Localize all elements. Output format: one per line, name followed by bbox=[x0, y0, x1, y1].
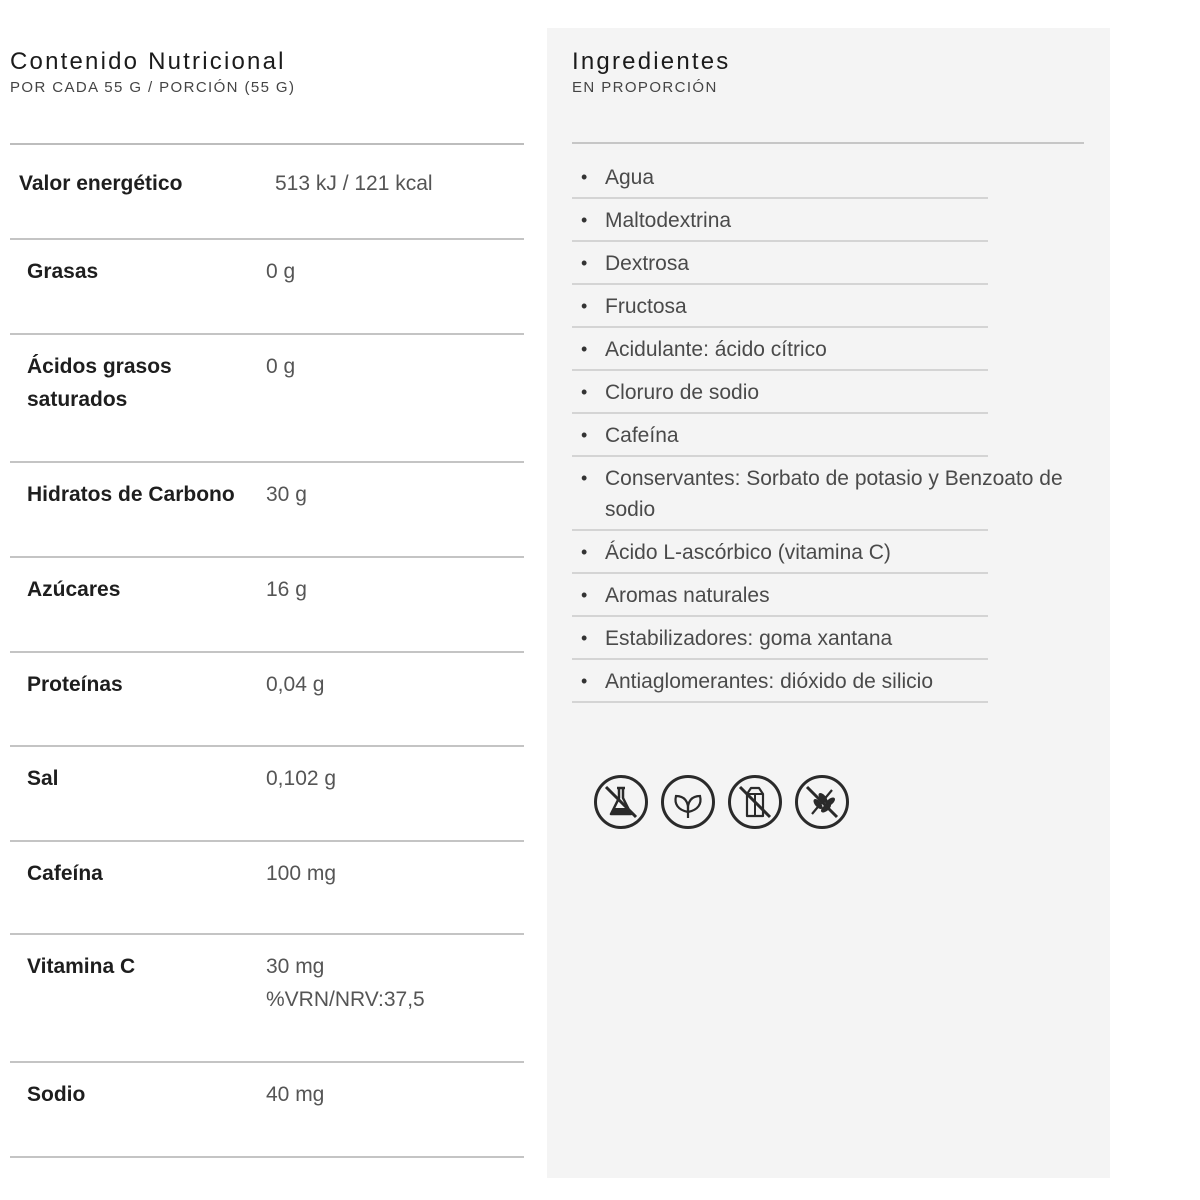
ingredients-section bbox=[547, 28, 1110, 1178]
bullet-icon: • bbox=[581, 296, 588, 316]
ingredient-label: Conservantes: Sorbato de potasio y Benzoato de sodio bbox=[605, 467, 1063, 521]
nutrition-row bbox=[10, 145, 524, 240]
nutrition-title: Contenido Nutricional bbox=[10, 48, 286, 75]
ingredients-header bbox=[572, 48, 731, 96]
nutrient-value: 0,04 g bbox=[266, 673, 325, 696]
no-lab-flask-icon bbox=[594, 775, 648, 829]
nutrient-name: Hidratos de Carbono bbox=[27, 483, 235, 506]
bullet-icon: • bbox=[581, 167, 588, 187]
bullet-icon: • bbox=[581, 425, 588, 445]
nutrient-name: Azúcares bbox=[27, 578, 121, 601]
ingredient-item bbox=[572, 242, 1092, 285]
bullet-icon: • bbox=[581, 210, 588, 230]
badge-icons bbox=[594, 775, 849, 829]
nutrition-row bbox=[10, 653, 524, 747]
nutrition-row bbox=[10, 558, 524, 653]
ingredient-label: Aromas naturales bbox=[605, 584, 770, 607]
nutrient-value: 513 kJ / 121 kcal bbox=[275, 172, 433, 195]
bullet-icon: • bbox=[581, 671, 588, 691]
ingredient-label: Acidulante: ácido cítrico bbox=[605, 338, 827, 361]
nutrient-value-secondary: %VRN/NRV:37,5 bbox=[266, 988, 425, 1011]
nutrient-value: 0 g bbox=[266, 355, 296, 378]
nutrition-row bbox=[10, 335, 524, 463]
ingredients-list bbox=[572, 156, 1092, 703]
nutrient-name: Ácidos grasos saturados bbox=[27, 355, 172, 411]
nutrition-table bbox=[10, 143, 524, 1158]
ingredient-item bbox=[572, 574, 1092, 617]
ingredient-label: Ácido L-ascórbico (vitamina C) bbox=[605, 541, 891, 564]
nutrition-row bbox=[10, 1063, 524, 1158]
ingredient-item bbox=[572, 156, 1092, 199]
nutrient-value-group bbox=[266, 950, 425, 1061]
nutrient-name: Grasas bbox=[27, 260, 99, 283]
nutrition-row bbox=[10, 463, 524, 558]
bullet-icon: • bbox=[581, 253, 588, 273]
nutrient-name: Sal bbox=[27, 767, 59, 790]
ingredient-item bbox=[572, 414, 1092, 457]
ingredient-label: Cafeína bbox=[605, 424, 679, 447]
nutrient-value: 16 g bbox=[266, 578, 307, 601]
ingredient-item bbox=[572, 285, 1092, 328]
nutrient-value: 100 mg bbox=[266, 862, 337, 885]
nutrient-value: 0,102 g bbox=[266, 767, 337, 790]
vegan-leaf-icon bbox=[661, 775, 715, 829]
no-lactose-milk-icon bbox=[728, 775, 782, 829]
nutrient-name: Cafeína bbox=[27, 862, 103, 885]
bullet-icon: • bbox=[581, 339, 588, 359]
ingredient-item bbox=[572, 371, 1092, 414]
nutrition-subtitle: POR CADA 55 G / PORCIÓN (55 G) bbox=[10, 79, 296, 96]
nutrient-name: Valor energético bbox=[19, 172, 183, 195]
nutrient-value: 30 mg bbox=[266, 955, 325, 978]
ingredient-item bbox=[572, 531, 1092, 574]
ingredient-label: Dextrosa bbox=[605, 252, 690, 275]
divider bbox=[572, 142, 1084, 144]
bullet-icon: • bbox=[581, 542, 588, 562]
nutrient-name: Vitamina C bbox=[27, 955, 136, 978]
nutrient-value: 30 g bbox=[266, 483, 307, 506]
gluten-free-wheat-icon bbox=[795, 775, 849, 829]
ingredient-item bbox=[572, 457, 1092, 531]
ingredient-item bbox=[572, 328, 1092, 371]
ingredient-label: Agua bbox=[605, 166, 655, 189]
ingredient-item bbox=[572, 660, 1092, 703]
ingredient-label: Maltodextrina bbox=[605, 209, 732, 232]
ingredient-item bbox=[572, 617, 1092, 660]
ingredient-label: Fructosa bbox=[605, 295, 687, 318]
nutrition-section bbox=[10, 48, 524, 1106]
nutrition-row bbox=[10, 747, 524, 842]
bullet-icon: • bbox=[581, 628, 588, 648]
ingredient-label: Antiaglomerantes: dióxido de silicio bbox=[605, 670, 934, 693]
bullet-icon: • bbox=[581, 585, 588, 605]
nutrient-value: 40 mg bbox=[266, 1083, 325, 1106]
ingredient-label: Cloruro de sodio bbox=[605, 381, 760, 404]
nutrition-row bbox=[10, 240, 524, 335]
ingredients-subtitle: EN PROPORCIÓN bbox=[572, 79, 718, 96]
nutrient-name: Proteínas bbox=[27, 673, 123, 696]
bullet-icon: • bbox=[581, 468, 588, 488]
nutrition-row bbox=[10, 935, 524, 1063]
ingredient-label: Estabilizadores: goma xantana bbox=[605, 627, 893, 650]
nutrition-row bbox=[10, 842, 524, 935]
ingredients-title: Ingredientes bbox=[572, 48, 731, 75]
nutrient-value: 0 g bbox=[266, 260, 296, 283]
ingredient-item bbox=[572, 199, 1092, 242]
bullet-icon: • bbox=[581, 382, 588, 402]
nutrient-name: Sodio bbox=[27, 1083, 86, 1106]
